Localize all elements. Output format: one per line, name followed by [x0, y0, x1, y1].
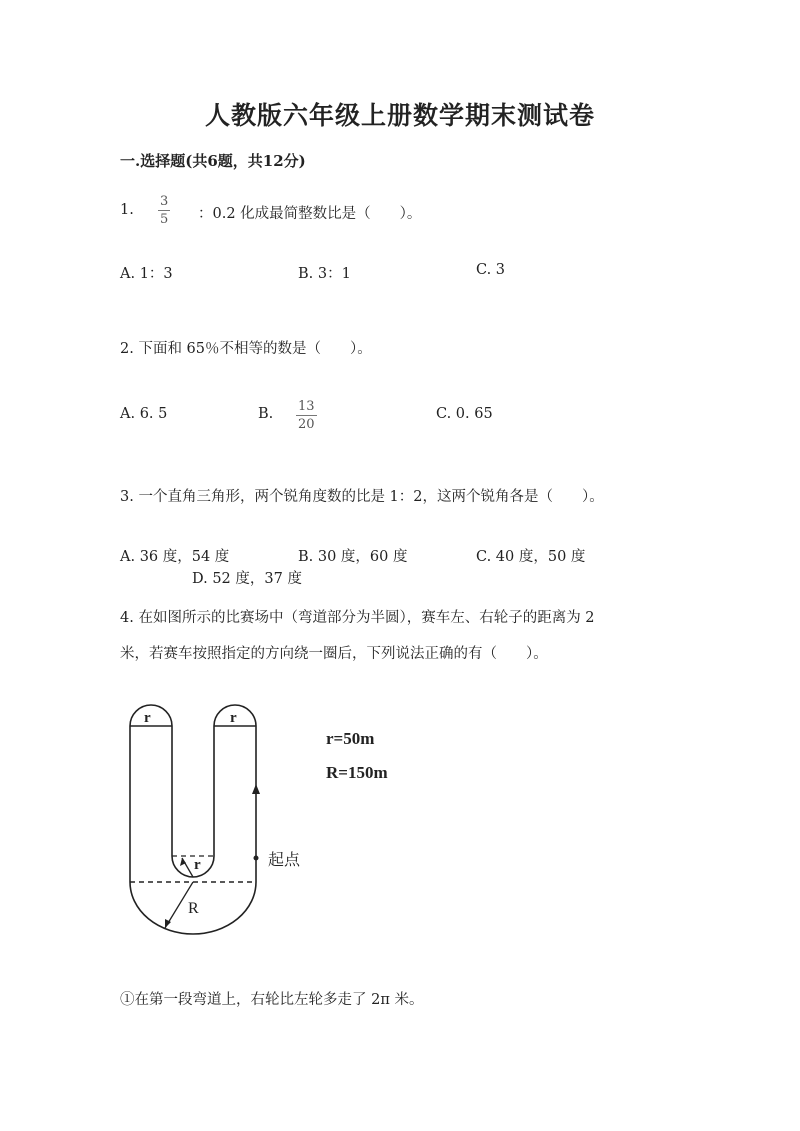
q2-fraction-numerator: 13 — [298, 399, 315, 414]
race-track-figure — [120, 696, 420, 946]
q3-option-d: D. 52 度，37 度 — [192, 571, 302, 587]
q1-option-a: A. 1：3 — [120, 266, 173, 282]
q2-text: 2. 下面和 65％不相等的数是（ ）。 — [120, 341, 372, 357]
q1-number: 1. — [120, 202, 134, 218]
legend-r: r=50m — [326, 729, 375, 748]
q1-option-b: B. 3：1 — [298, 266, 351, 282]
q1-fraction — [158, 194, 170, 227]
legend-R: R=150m — [326, 763, 388, 782]
direction-arrow-icon — [252, 784, 260, 794]
q1-fraction-denominator: 5 — [160, 212, 169, 227]
page-title: 人教版六年级上册数学期末测试卷 — [204, 101, 595, 130]
q1-fraction-numerator: 3 — [160, 194, 169, 209]
q2-option-c: C. 0. 65 — [436, 406, 493, 422]
q2-option-b-fraction — [296, 399, 317, 432]
q4-statement-1: ①在第一段弯道上，右轮比左轮多走了 2π 米。 — [120, 992, 424, 1008]
q4-text-line1: 4. 在如图所示的比赛场中（弯道部分为半圆），赛车左、右轮子的距离为 2 — [120, 610, 595, 626]
q1-option-c: C. 3 — [476, 262, 506, 278]
label-r-right: r — [230, 710, 237, 726]
label-r-left: r — [144, 710, 151, 726]
label-R: R — [188, 900, 199, 917]
section-heading: 一.选择题(共6题，共12分) — [120, 152, 306, 170]
q3-option-c: C. 40 度，50 度 — [476, 549, 586, 565]
q2-fraction-denominator: 20 — [298, 417, 315, 432]
label-r-mid: r — [194, 857, 201, 873]
label-start: 起点 — [268, 852, 301, 869]
start-point-dot — [254, 856, 259, 861]
q2-option-a: A. 6. 5 — [120, 406, 168, 422]
q4-text-line2: 米，若赛车按照指定的方向绕一圈后，下列说法正确的有（ ）。 — [120, 646, 548, 662]
q3-option-a: A. 36 度，54 度 — [120, 549, 230, 565]
q2-option-b-label: B. — [258, 406, 274, 422]
q1-text: ：0.2 化成最简整数比是（ ）。 — [198, 206, 422, 222]
q3-option-b: B. 30 度，60 度 — [298, 549, 408, 565]
q3-text: 3. 一个直角三角形，两个锐角度数的比是 1：2，这两个锐角各是（ ）。 — [120, 489, 604, 505]
